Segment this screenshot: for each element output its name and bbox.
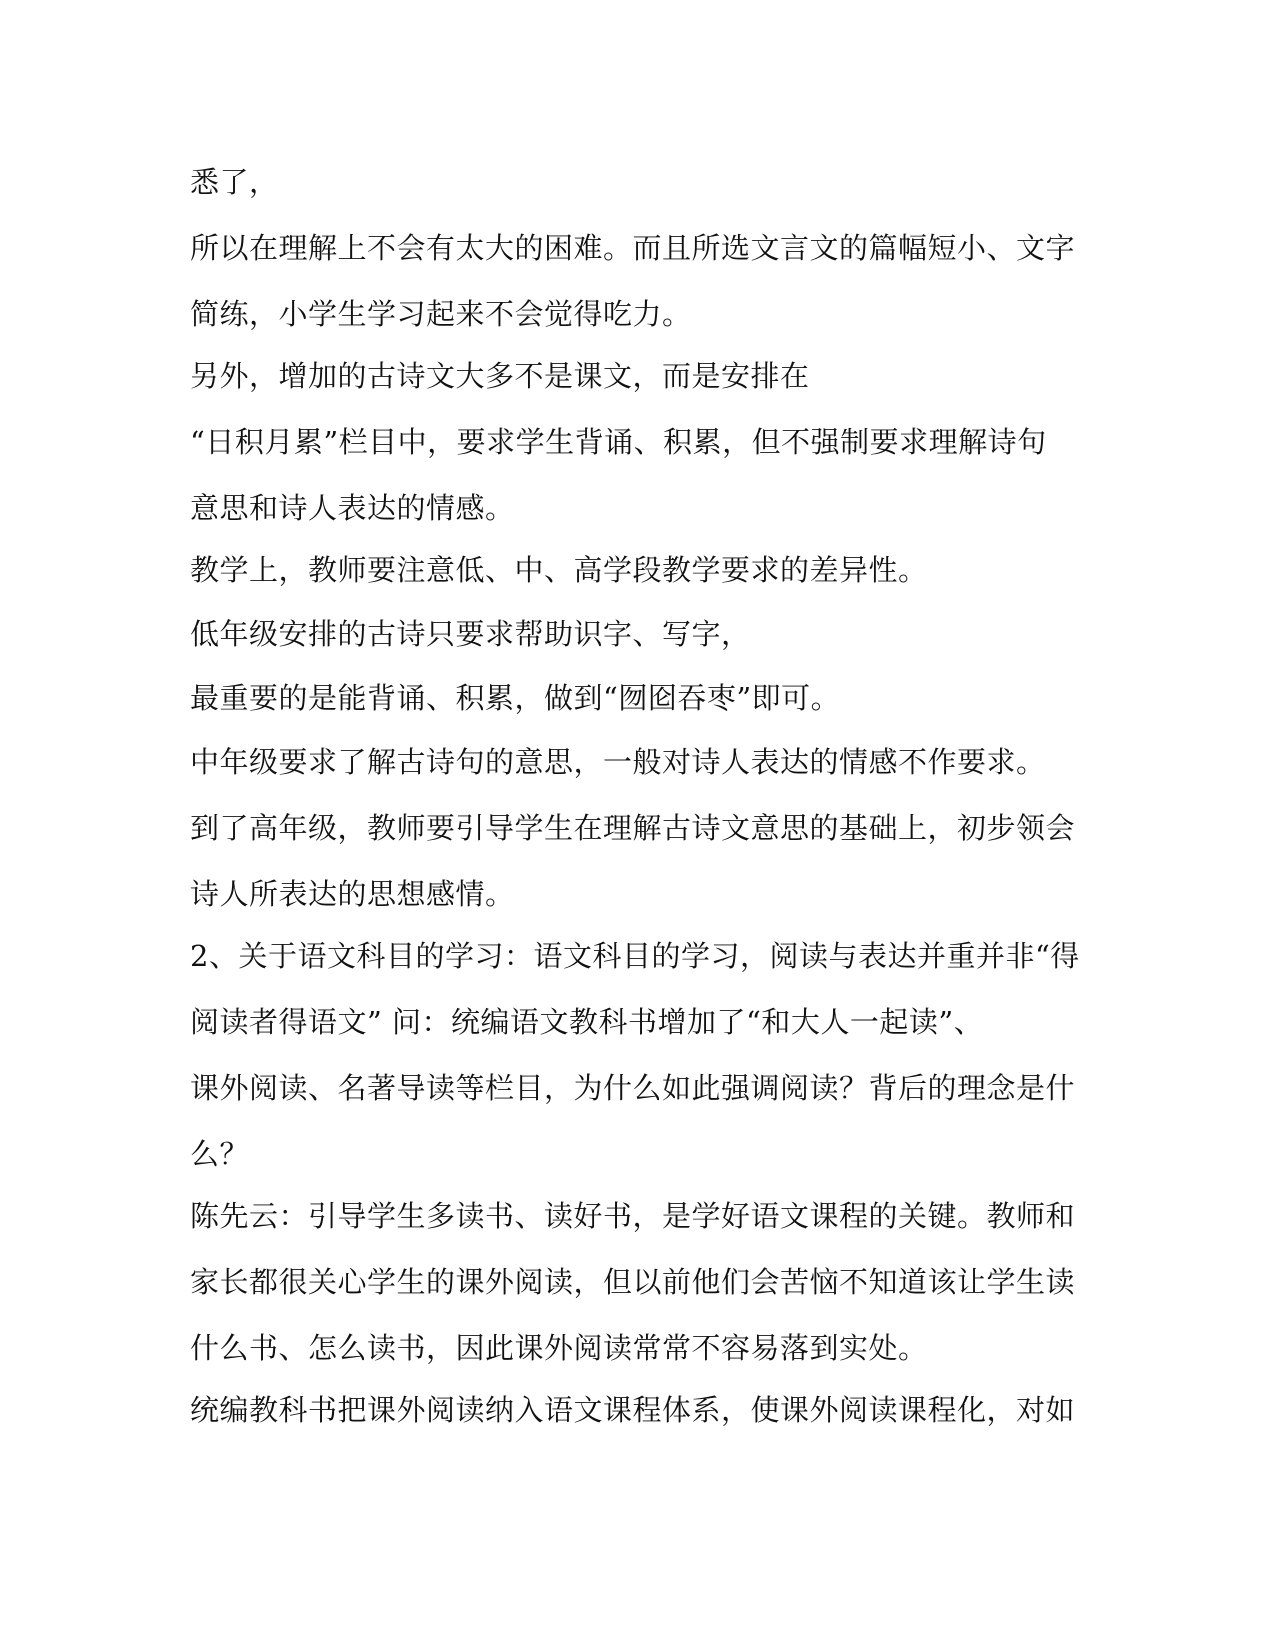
- text-line-1: 悉了，: [190, 165, 279, 199]
- text-line-6: 意思和诗人表达的情感。: [190, 491, 515, 525]
- text-line-19: 什么书、怎么读书，因此课外阅读常常不容易落到实处。: [190, 1331, 928, 1365]
- text-line-20: 统编教科书把课外阅读纳入语文课程体系，使课外阅读课程化，对如: [190, 1393, 1076, 1427]
- text-line-8: 低年级安排的古诗只要求帮助识字、写字，: [190, 617, 751, 651]
- text-line-7: 教学上，教师要注意低、中、高学段教学要求的差异性。: [190, 553, 928, 587]
- text-line-16: 么？: [190, 1137, 250, 1171]
- text-line-5: “日积月累”栏目中，要求学生背诵、积累，但不强制要求理解诗句: [190, 425, 1047, 459]
- text-line-17: 陈先云：引导学生多读书、读好书，是学好语文课程的关键。教师和: [190, 1199, 1076, 1233]
- text-line-10: 中年级要求了解古诗句的意思，一般对诗人表达的情感不作要求。: [190, 745, 1046, 779]
- text-line-14: 阅读者得语文” 问：统编语文教科书增加了“和大人一起读”、: [190, 1005, 984, 1039]
- text-line-11: 到了高年级，教师要引导学生在理解古诗文意思的基础上，初步领会: [190, 811, 1076, 845]
- text-line-13: 2、关于语文科目的学习：语文科目的学习，阅读与表达并重并非“得: [190, 939, 1080, 973]
- text-line-4: 另外，增加的古诗文大多不是课文，而是安排在: [190, 359, 810, 393]
- text-line-3: 简练，小学生学习起来不会觉得吃力。: [190, 297, 692, 331]
- text-line-12: 诗人所表达的思想感情。: [190, 877, 515, 911]
- text-line-2: 所以在理解上不会有太大的困难。而且所选文言文的篇幅短小、文字: [190, 231, 1076, 265]
- text-line-18: 家长都很关心学生的课外阅读，但以前他们会苦恼不知道该让学生读: [190, 1265, 1076, 1299]
- text-line-15: 课外阅读、名著导读等栏目，为什么如此强调阅读？背后的理念是什: [190, 1071, 1076, 1105]
- body-text: [190, 162, 1090, 1456]
- text-line-9: 最重要的是能背诵、积累，做到“囫囵吞枣”即可。: [190, 681, 841, 715]
